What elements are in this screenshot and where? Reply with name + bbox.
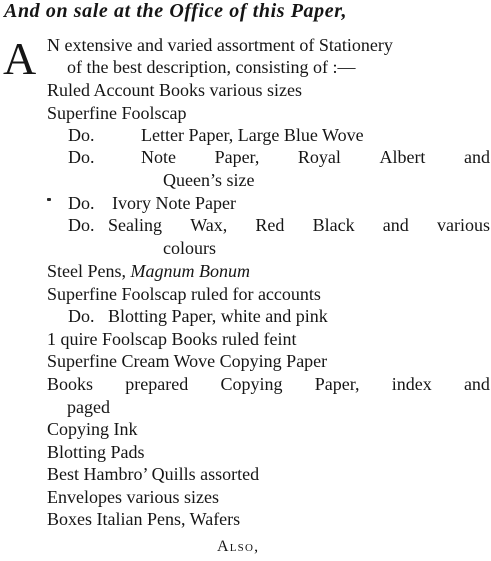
word: Paper, <box>214 147 260 167</box>
word: Books <box>47 374 94 394</box>
ditto-mark: Do. <box>68 125 95 145</box>
word: index <box>391 374 432 394</box>
item-note-paper-continuation: Queen’s size <box>163 170 255 190</box>
item-books-copying-continuation: paged <box>67 397 110 417</box>
item-envelopes: Envelopes various sizes <box>47 487 219 507</box>
item-letter-paper <box>68 124 488 146</box>
word: Paper, <box>314 374 360 394</box>
word: Sealing <box>108 215 162 235</box>
word: Copying <box>220 374 283 394</box>
item-quire-foolscap: 1 quire Foolscap Books ruled feint <box>47 329 297 349</box>
ditto-mark: Do. <box>68 306 95 326</box>
item-books-copying <box>47 373 490 395</box>
item-sealing-wax <box>68 214 490 236</box>
item-steel-pens <box>47 260 250 282</box>
intro-line-2: of the best description, consisting of :— <box>67 57 356 77</box>
ditto-mark: Do. <box>68 215 95 235</box>
item-sealing-wax-continuation: colours <box>163 238 216 258</box>
ditto-mark: Do. <box>68 147 95 167</box>
intro-line-1-text: N extensive and varied assortment of Stationery <box>47 35 393 55</box>
item-blotting-pads: Blotting Pads <box>47 442 145 462</box>
item-letter-paper-text: Letter Paper, Large Blue Wove <box>141 125 364 145</box>
word: and <box>382 215 409 235</box>
word: Albert <box>379 147 426 167</box>
word: Red <box>255 215 285 235</box>
item-steel-pens-brand: Magnum Bonum <box>130 261 250 281</box>
item-superfine-foolscap: Superfine Foolscap <box>47 103 187 123</box>
drop-cap: A <box>3 33 37 84</box>
item-blotting-paper <box>68 305 488 327</box>
word: Royal <box>297 147 341 167</box>
ditto-mark: Do. <box>68 193 95 213</box>
item-blotting-paper-text: Blotting Paper, white and pink <box>108 306 328 326</box>
item-ruled-account-books: Ruled Account Books various sizes <box>47 80 302 100</box>
item-sealing-wax-words <box>108 214 490 236</box>
word: Black <box>312 215 355 235</box>
word: various <box>436 215 490 235</box>
item-cream-wove: Superfine Cream Wove Copying Paper <box>47 351 328 371</box>
also-heading: Also, <box>217 538 260 555</box>
item-boxes: Boxes Italian Pens, Wafers <box>47 509 241 529</box>
intro-line-1 <box>47 34 489 56</box>
ink-speck <box>47 198 51 201</box>
word: Note <box>141 147 176 167</box>
item-ivory-note-paper <box>68 192 488 214</box>
item-note-paper-words <box>141 146 490 168</box>
item-steel-pens-text: Steel Pens, <box>47 261 126 281</box>
word: prepared <box>125 374 189 394</box>
item-quills: Best Hambro’ Quills assorted <box>47 464 260 484</box>
word: Wax, <box>190 215 228 235</box>
item-superfine-foolscap-ruled: Superfine Foolscap ruled for accounts <box>47 284 321 304</box>
item-note-paper <box>68 146 490 168</box>
word: and <box>464 147 490 167</box>
item-copying-ink: Copying Ink <box>47 419 138 439</box>
headline: And on sale at the Office of this Paper, <box>4 0 348 22</box>
word: and <box>463 374 490 394</box>
item-ivory-note-paper-text: Ivory Note Paper <box>112 193 236 213</box>
